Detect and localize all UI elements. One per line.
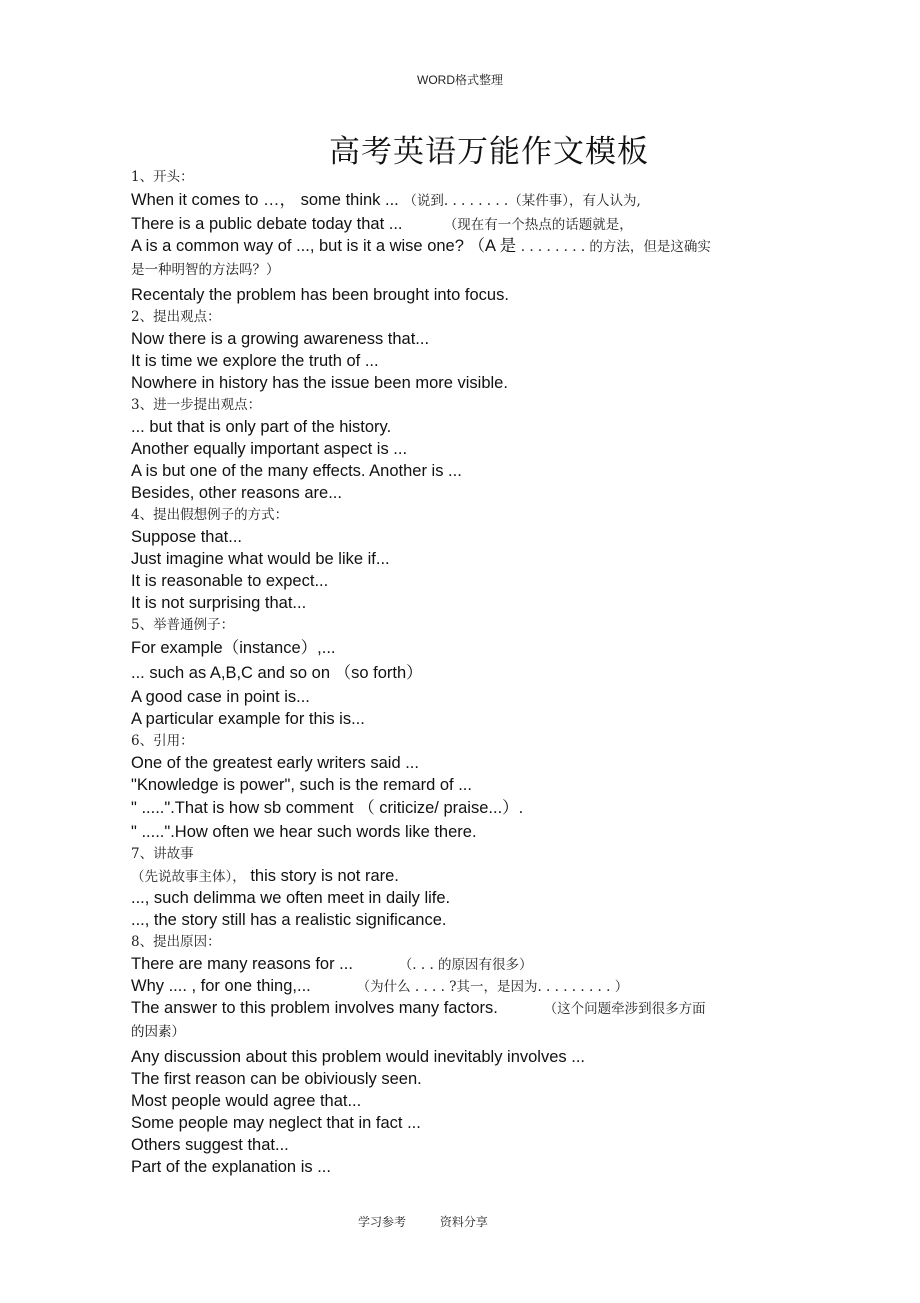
template-line: The answer to this problem involves many factors. （这个问题牵涉到很多方面 — [131, 999, 706, 1017]
page-footer — [358, 1213, 518, 1230]
section-heading: 1、开头： — [131, 169, 194, 185]
template-line: ... but that is only part of the history. — [131, 418, 392, 436]
template-line: "Knowledge is power", such is the remard of ... — [131, 776, 472, 794]
section-heading: 7、讲故事 — [131, 846, 194, 862]
template-line: Just imagine what would be like if... — [131, 550, 390, 568]
template-line: " .....".That is how sb comment （ criticize/ praise...）. — [131, 799, 524, 817]
template-line: When it comes to …， some think ... （说到. . . . . . . .（某件事），有人认为, — [131, 191, 641, 209]
template-line: A is a common way of ..., but is it a wise one? （A 是 . . . . . . . . 的方法，但是这确实 — [131, 237, 711, 255]
template-line: Suppose that... — [131, 528, 242, 546]
template-line: Recentaly the problem has been brought into focus. — [131, 286, 509, 304]
template-line: Another equally important aspect is ... — [131, 440, 408, 458]
template-line: Any discussion about this problem would inevitably involves ... — [131, 1048, 585, 1066]
template-line: A good case in point is... — [131, 688, 310, 706]
section-heading: 6、引用： — [131, 733, 194, 749]
template-line: For example（instance）,... — [131, 639, 336, 657]
section-heading: 8、提出原因： — [131, 934, 221, 950]
template-line: Why .... , for one thing,... （为什么 . . . . ?其一，是因为. . . . . . . . . ） — [131, 977, 629, 995]
template-line: It is time we explore the truth of ... — [131, 352, 379, 370]
template-line: Now there is a growing awareness that... — [131, 330, 430, 348]
section-heading: 5、举普通例子： — [131, 617, 235, 633]
template-line: A particular example for this is... — [131, 710, 365, 728]
template-line: Some people may neglect that in fact ... — [131, 1114, 421, 1132]
footer-right-text: 资料分享 — [439, 1215, 488, 1229]
template-line: Part of the explanation is ... — [131, 1158, 331, 1176]
footer-left-text: 学习参考 — [358, 1215, 407, 1229]
section-heading: 4、提出假想例子的方式： — [131, 507, 289, 523]
section-heading: 2、提出观点： — [131, 309, 221, 325]
template-line: ... such as A,B,C and so on （so forth） — [131, 664, 423, 682]
template-line: " .....".How often we hear such words like there. — [131, 823, 477, 841]
page-header: WORD格式整理 — [417, 73, 503, 87]
document-body — [131, 166, 771, 1178]
template-line: ..., such delimma we often meet in daily life. — [131, 889, 451, 907]
template-line-continuation: 的因素） — [131, 1024, 185, 1040]
template-line: There is a public debate today that ... （现在有一个热点的话题就是， — [131, 215, 633, 233]
template-line: It is not surprising that... — [131, 594, 307, 612]
template-line: （先说故事主体）， this story is not rare. — [131, 867, 399, 885]
template-line: ..., the story still has a realistic significance. — [131, 911, 447, 929]
template-line: The first reason can be obiviously seen. — [131, 1070, 422, 1088]
section-heading: 3、进一步提出观点： — [131, 397, 262, 413]
template-line-continuation: 是一种明智的方法吗？） — [131, 262, 280, 278]
template-line: Others suggest that... — [131, 1136, 289, 1154]
template-line: It is reasonable to expect... — [131, 572, 329, 590]
template-line: Nowhere in history has the issue been more visible. — [131, 374, 508, 392]
template-line: A is but one of the many effects. Another is ... — [131, 462, 462, 480]
document-title: 高考英语万能作文模板 — [329, 134, 649, 170]
template-line: Most people would agree that... — [131, 1092, 362, 1110]
template-line: There are many reasons for ... （. . . 的原因有很多） — [131, 955, 533, 973]
template-line: One of the greatest early writers said ... — [131, 754, 419, 772]
template-line: Besides, other reasons are... — [131, 484, 342, 502]
